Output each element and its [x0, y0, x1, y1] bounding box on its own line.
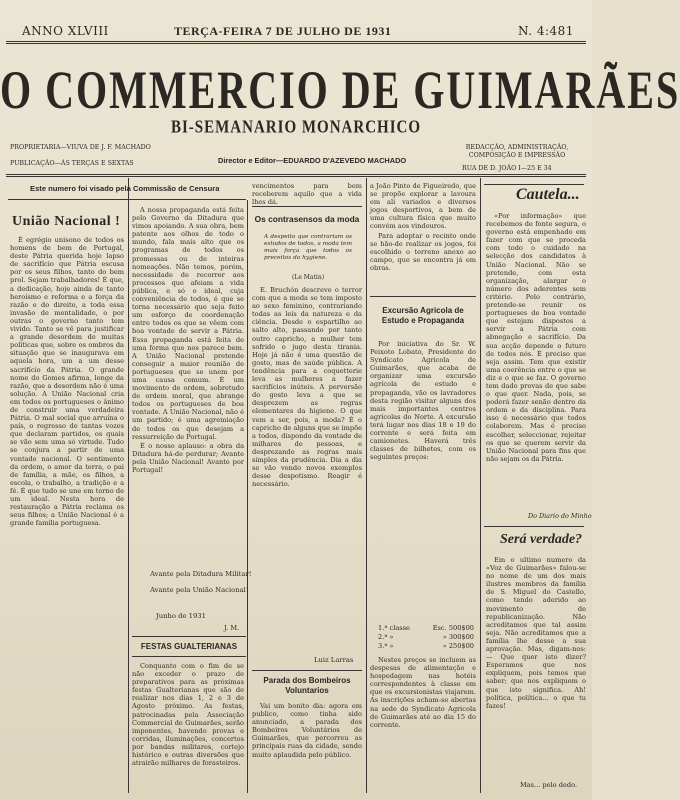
moda-heading: Os contrasensos da moda — [254, 214, 360, 224]
verdade-rule — [484, 526, 584, 527]
bombeiros-article — [252, 702, 362, 792]
cautela-rule — [484, 184, 584, 185]
col4-top — [370, 182, 476, 280]
owner-line: PROPRIETARIA—VIUVA DE J. F. MACHADO — [10, 144, 151, 151]
masthead-subtitle: BI-SEMANARIO MONARCHICO — [170, 118, 422, 138]
director-line: Director e Editor—EDUARDO D'AZEVEDO MACHADO — [218, 156, 407, 165]
closing-1: Avante pela Ditadura Militar! — [150, 570, 252, 578]
bombeiros-body: Vai um bonito dia: agora em publico, como tinha sido anunciado, a parada dos Bombeiros Voluntários de Guimarães, que percorreu as principais ruas da cidade, sendo muito aplaudida pelo público. — [252, 702, 362, 759]
festas-rule-bottom — [132, 656, 246, 657]
excursao-heading: Excursão Agricola de Estudo e Propaganda — [381, 306, 465, 325]
address-line: RUA DE D. JOÃO I—25 E 34 — [462, 165, 552, 172]
header-rule-2 — [6, 176, 586, 177]
excursao-body-3: Nestes preços se incluem as despesas de alimentação e hospedagem nas hotéis correspondentes à classe em que os excursionistas viajarem. As inscrições acham-se abertas na sede do Syndicato Agricola de Guimarães até ao dia 15 do corrente. — [370, 656, 476, 729]
signature: J. M. — [224, 624, 240, 632]
excursao-article-2 — [370, 656, 476, 792]
propaganda-body-2: É o nosso aplauso: a obra da Ditadura há-de perdurar; Avante pela União Nacional! Avante por Portugal! — [132, 441, 244, 474]
column-rule-4 — [480, 178, 481, 793]
bombeiros-heading: Parada dos Bombeiros Voluntarios — [263, 676, 351, 695]
column-rule-1 — [128, 178, 129, 793]
excursao-rule — [370, 296, 476, 297]
col3-top-text: vencimentos para bem receberem aquilo que a vida lhes dá. — [252, 182, 362, 207]
propaganda-body-1: A nossa propaganda está feita pelo Governo da Ditadura que vimos apoiando. A sua obra, bem patente aos olhos de todo o mundo, fala mais alto que os programas de todos os promessas ou de inteiras nomeações. Não temos, porém, necessidade de recorrer aos processos que afeiam a vida pública, e só o ideal, cuja conveniência de todos, é que se torna necessário que seja feito um esforço de coordenação entre todos os que se vêem com boa vontade de servir a Pátria. Essa propaganda está feita de uma forma que nos parece bem. A União Nacional pretende conseguir a maior reunião de portugueses que se unem por uma causa comum. É um movimento de ordem, sobretudo de ordem moral, que abrange todos os portugueses de boa vontade. A União Nacional, não é um partido; é uma agremiação de todos os que desejam a ressurreição de Portugal. — [132, 206, 244, 441]
col3-top — [252, 182, 362, 207]
column-rule-2 — [247, 200, 248, 793]
publication-line: PUBLICAÇÃO—ÁS TERÇAS E SEXTAS — [10, 160, 134, 167]
top-rule — [6, 41, 586, 42]
date-label: TERÇA-FEIRA 7 DE JULHO DE 1931 — [174, 24, 392, 38]
cautela-body: «Por informação» que recebemos de fonte segura, o governo está empenhado em fazer com que se proceda com todo o cuidado na selecção dos candidatos à União Nacional. Não se pretende, com esta organização, alargar o número dos aderentes sem critério. Pelo contrário, pretende-se reunir os portugueses de boa vontade que estejam dispostos a servir a Pátria com abnegação e sacrifício. Da sua acção depende o futuro de todos nós. É preciso que seja assim. Tem que existir uma coerência entre o que se diz e o que se faz. O governo tem dado provas de que sabe o que quer. Nada, pois, se poderá fazer senão dentro da ordem e da disciplina. Para isso é necessário que todos colaborem. Mas é preciso escolher, seleccionar, rejeitar os que se querem servir da União Nacional para fins que não sejam os da Pátria. — [486, 212, 586, 463]
column-rule-3 — [366, 178, 367, 793]
price-label: 3.ª » — [378, 642, 394, 650]
col4-body-1: Para adoptar o recinto onde se hão-de realizar os jogos, foi escolhido o terreno anexo ao campo, que se encontra já em obras. — [370, 231, 476, 272]
price-row — [378, 624, 474, 633]
verdade-closing: Mas... pelo dedo. — [520, 781, 578, 789]
year-label: ANNO XLVIII — [22, 24, 109, 38]
price-label: 1.ª classe — [378, 624, 410, 632]
verdade-body: Em o ultimo numero da «Voz de Guimarães» falou-se no nome de um dos mais ilustres membros da família de S. Miguel do Castello, como tendo aderido ao movimento de republicanização. Não acreditamos que tal assim seja. Não acreditamos que a família lhe desse a sua aprovação. Mas, digam-nos: — Que quer isto dizer? Esperamos que nos expliquem, pois temos que saber; que nos expliquem o que isto significa. Ah! política, política... o que tu fazes! — [486, 556, 586, 710]
union-heading: União Nacional ! — [12, 214, 121, 229]
closing-2: Avante pela União Nacional! — [150, 586, 249, 594]
festas-rule-top — [132, 636, 246, 637]
moda-body: E. Bruchón descreve o terror com que a moda se tem imposto ao sexo feminino, contrariando todas as leis da natureza e da ciência. Desde o espartilho ao salto alto, passando por tanto outro capricho, a mulher tem sofrido o jugo desta tirania. Hoje já não é uma questão de gosto, mas de saúde pública. A tendência para a coquetterie leva as mulheres a fazer sacrifícios inúteis. A perversão do gosto leva a que se desprezem as regras elementares da higiene. O que vem a ser, pois, a moda? É o capricho de alguns que se impõe a todos, dispondo da vontade de milhares de pessoas, e desprezando as regras mais simples da prudência. Dia a dia se vão vendo novos exemplos desse despotismo. Reagir é necessário. — [252, 286, 362, 489]
price-row — [378, 633, 474, 642]
redaction-line: REDACÇÃO, ADMINISTRAÇÃO, COMPOSIÇÃO E IMPRESSÃO — [465, 144, 569, 159]
festas-heading: FESTAS GUALTERIANAS — [140, 642, 238, 651]
moda-quote-source: (Le Matin) — [292, 274, 325, 281]
masthead-title: O COMMERCIO DE GUIMARÃES — [0, 59, 680, 121]
bombeiros-rule — [252, 670, 362, 671]
date-line: Junho de 1931 — [156, 612, 206, 620]
moda-article — [252, 286, 362, 604]
cautela-source: Do Diario do Minho — [528, 512, 592, 520]
price-value: » 300$00 — [442, 633, 474, 641]
cautela-article — [486, 212, 586, 508]
excursao-article — [370, 340, 476, 620]
union-article — [10, 236, 124, 792]
censor-note: Este numero foi visado pela Commissão de Censura — [30, 184, 220, 193]
moda-quote: A despeito que contrariam os estudos de todos, a moda tem mais força que todos os preceitos da hygiene. — [264, 234, 352, 261]
union-article-body: É egrégio unisono de todos os homens de bem de Portugal, deste Pátria querida hoje lapso de sacrifício que Pátria escusa por os seus filhos, tanto do bem prol. Sejam trabalhadores! É que, a dedicação, hoje ainda de tanto heroísmo e reforma e a força da razão e do direito, a toda essa invasão de mentalidade, o por outras o governo tanto tem vivido. Tanto se vê para justificar a grande desordem de muitas políticas que, sobre os ombros da situação que se inaugurava em aquela hora, um a um desse sacrifício da Pátria. O grande nome do Gomes afirma, longe da razão, que a desordem não é uma solução. A União Nacional cria em todos os portugueses o ânimo de construir uma verdadeira Pátria. O mal social que arruína o país, o regresso de tantas vozes que declaram partidos, os quais se vão sem uma só virtude. Tudo se conjura a partir de uma vontade nacional. O sentimento da ordem, o amor da terra, o pai de família, a mãe, os filhos, a escola, o trabalho, a tradição e a fé. É que tudo se une em torno de um ideal. Nesta hora de restauração a Pátria reclama os seus filhos; a União Nacional é a grande família portuguesa. — [10, 236, 124, 528]
price-label: 2.ª » — [378, 633, 394, 641]
price-value: » 250$00 — [442, 642, 474, 650]
verdade-article — [486, 556, 586, 778]
issue-number: N. 4:481 — [518, 24, 574, 38]
moda-sign: Luiz Larras — [314, 656, 354, 664]
festas-body: Conquanto com o fim de se não exceder o prazo de preparativos para as próximas festas Gualterianas que são de realizar nos dias 1, 2 e 3 de Agosto próximo. As festas, patrocinadas pela Associação Commercial de Guimarães, serão imponentes, havendo provas e corridas, iluminações, concertos por bandas militares, cortejo histórico e outras diversões que atrairão milhares de forasteiros. — [132, 662, 244, 768]
col4-top-text: a João Pinto de Figueiredo, que se propõe explorar a lavoura em ali variados e diversos jogos desportivos, a bem de uma cultura física que muito convém aos vindouros. — [370, 182, 476, 231]
moda-rule — [252, 206, 362, 207]
price-list — [378, 624, 474, 651]
price-row — [378, 642, 474, 651]
header-rule — [6, 174, 586, 175]
verdade-heading: Será verdade? — [500, 532, 583, 547]
propaganda-article — [132, 206, 244, 554]
price-value: Esc. 500$00 — [432, 624, 474, 632]
censor-rule — [8, 199, 246, 200]
top-rule-2 — [6, 43, 586, 44]
moda-quote-box — [264, 234, 352, 272]
excursao-body-2: Por iniciativa do Sr. W. Peixoto Lobato, Presidente do Syndicato Agricola de Guimarães, que acaba de organizar uma excursão agrícola de estudo e propaganda, vão os lavradores desta região visitar alguns dos mais importantes centros agrícolas do Norte. A excursão terá lugar nos dias 18 e 19 do corrente e será feita em camionetes. Haverá três classes de bilhetes, com os seguintes preços: — [370, 340, 476, 462]
festas-article — [132, 662, 244, 792]
cautela-heading: Cautela... — [516, 186, 580, 203]
